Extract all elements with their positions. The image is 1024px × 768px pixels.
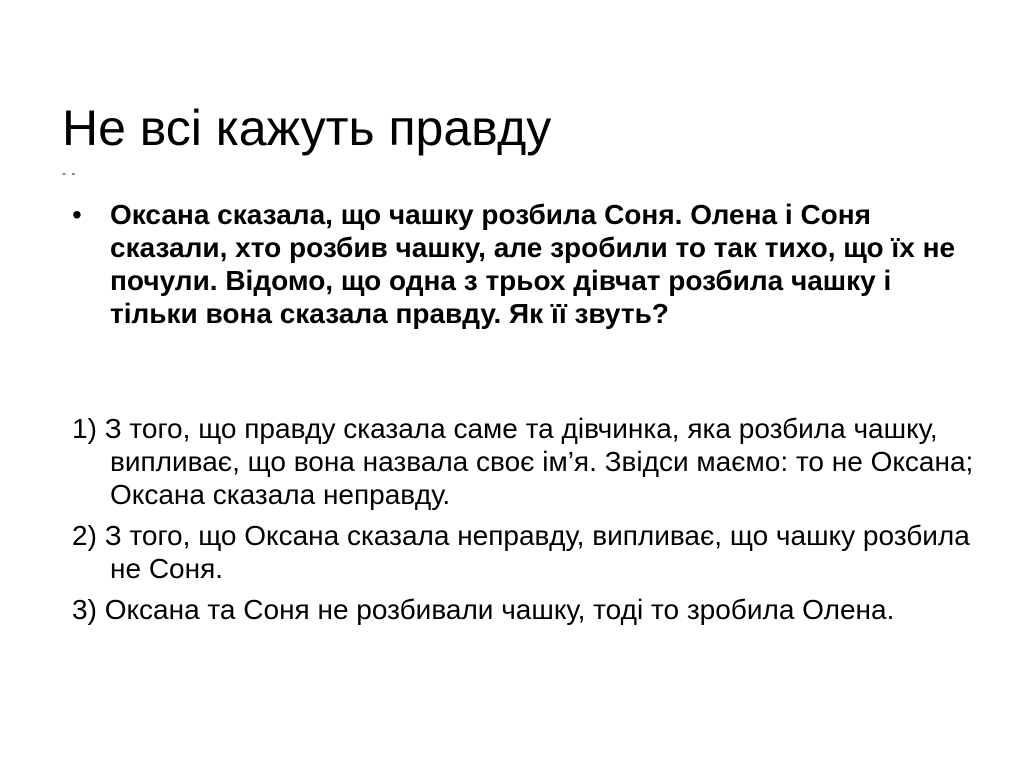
solution-steps [72,412,982,634]
step-text: З того, що Оксана сказала неправду, випливає, що чашку розбила не Соня. [104,520,970,584]
step-number: 2) [72,520,97,551]
slide-title: Не всі кажуть правду [62,100,552,156]
solution-step-1 [72,412,982,511]
step-number: 3) [72,594,97,625]
solution-step-2 [72,519,982,585]
bullet-icon: • [72,199,82,230]
solution-step-3 [72,593,982,626]
question-text: Оксана сказала, що чашку розбила Соня. Олена і Соня сказали, хто розбив чашку, але зробили то так тихо, що їх не почули. Відомо, що одна з трьох дівчат розбила чашку і тільки вона сказала правду. Як її звуть? [110,199,956,329]
title-placeholder-marks: - - [62,166,77,180]
step-text: З того, що правду сказала саме та дівчинка, яка розбила чашку, випливає, що вона назвала своє ім’я. Звідси маємо: то не Оксана; Оксана сказала неправду. [104,413,974,510]
step-text: Оксана та Соня не розбивали чашку, тоді то зробила Олена. [104,594,895,625]
step-number: 1) [72,413,97,444]
